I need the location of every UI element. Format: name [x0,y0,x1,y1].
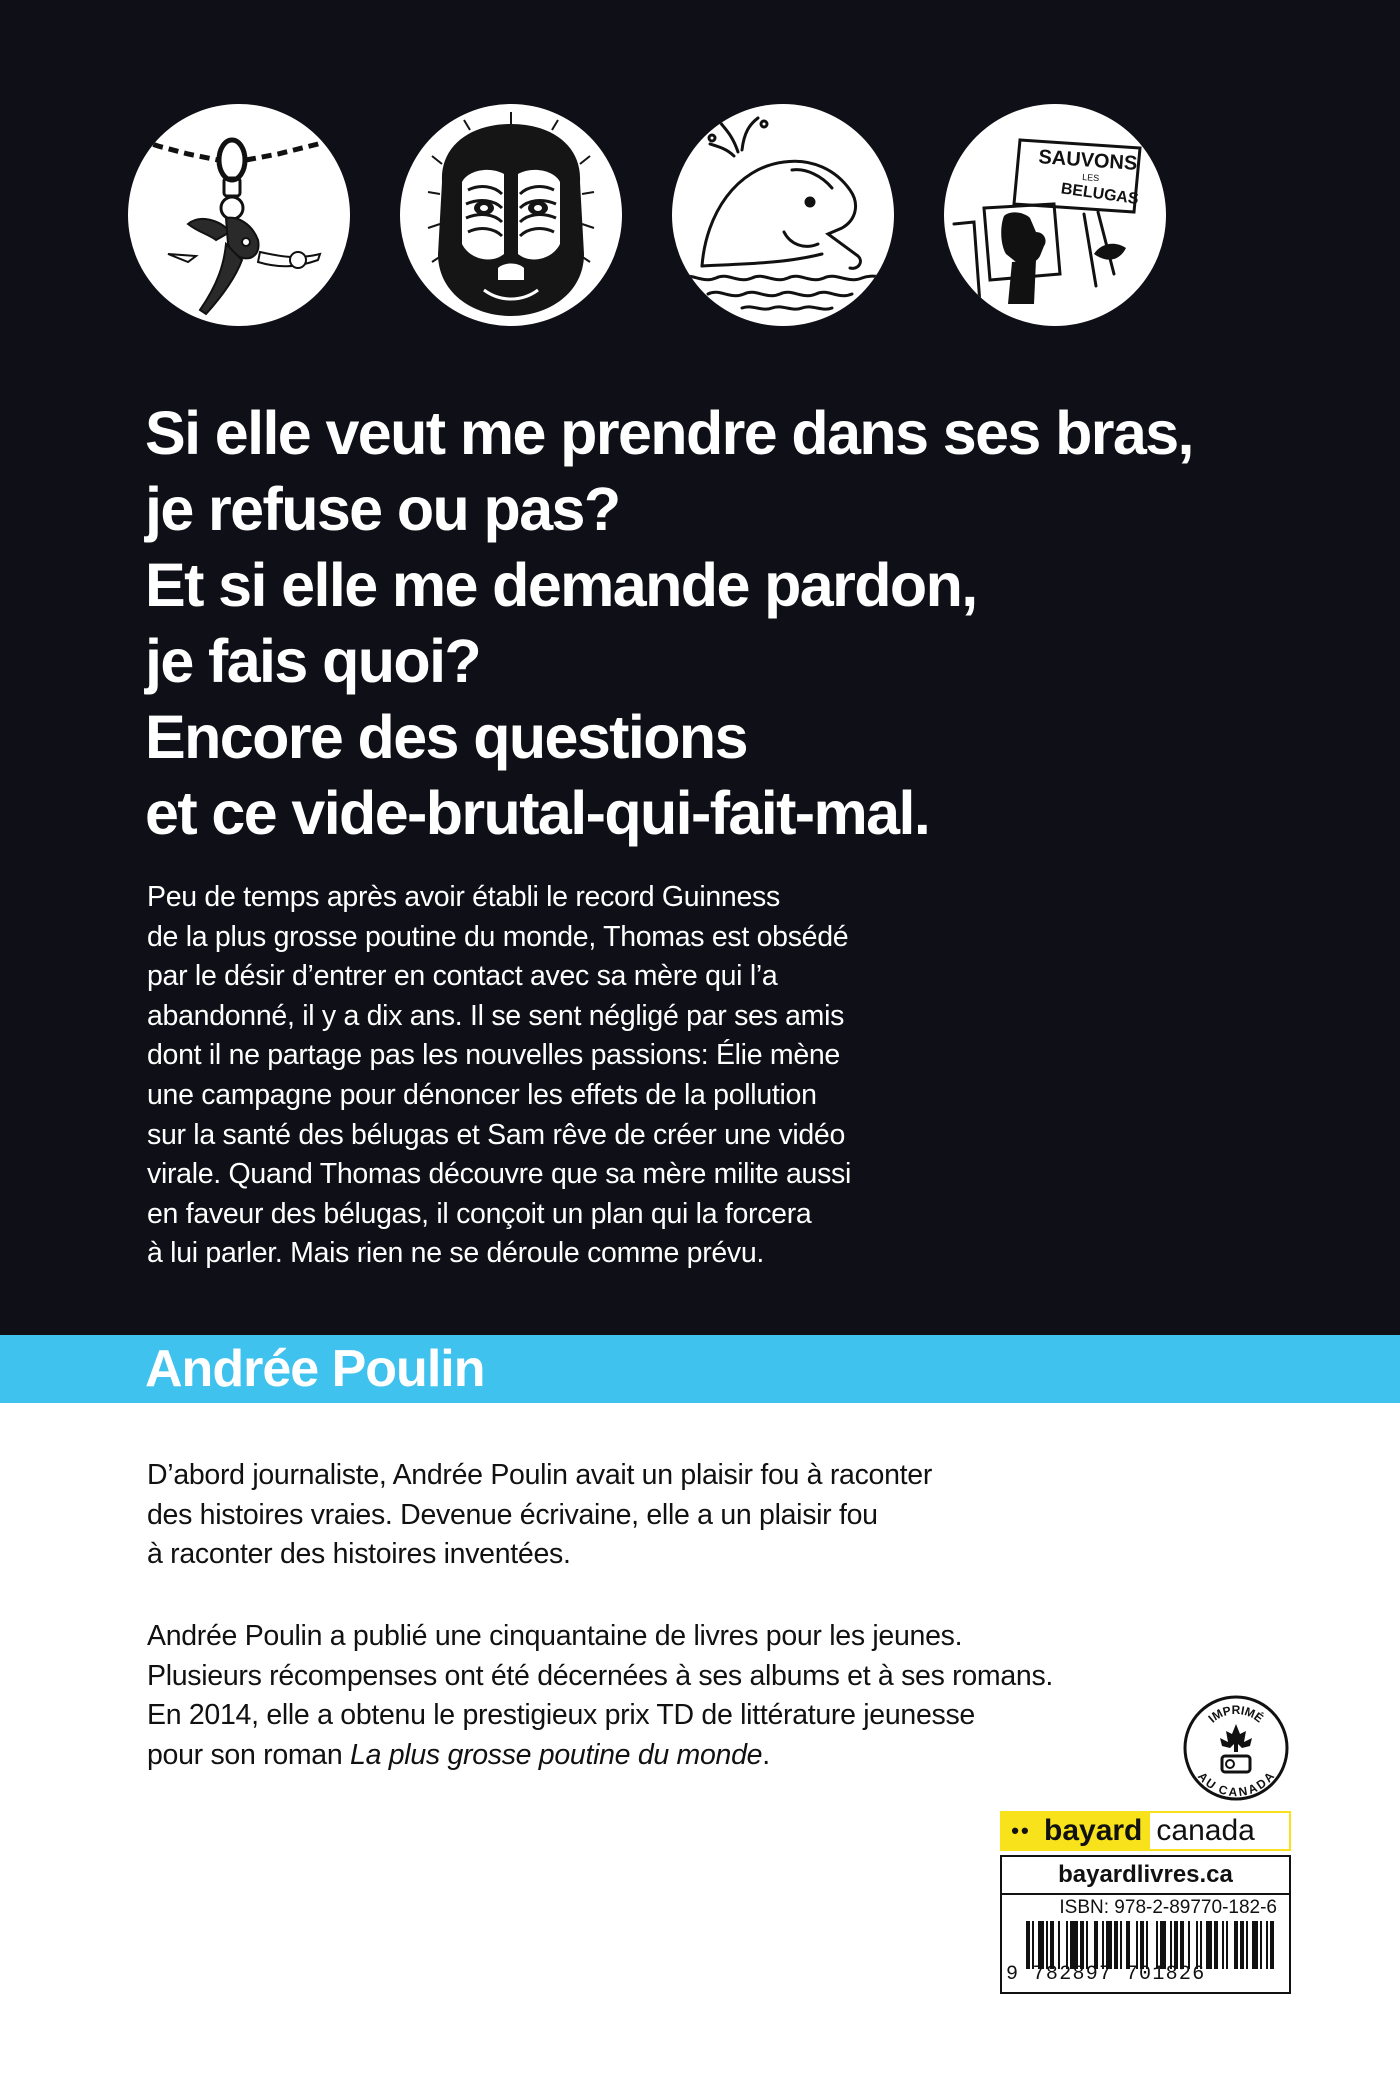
barcode-bar [1136,1921,1138,1969]
barcode-bar [1170,1921,1172,1969]
svg-text:IMPRIMÉ [1205,1703,1266,1726]
barcode-bar [1120,1921,1122,1969]
barcode-bar [1050,1921,1054,1969]
illustration-hummingbird [128,104,350,326]
tagline-line: Si elle veut me prendre dans ses bras, [145,399,1193,467]
bio-line-prefix: pour son roman [147,1738,351,1771]
barcode-bar [1214,1921,1218,1969]
book-title-reference: La plus grosse poutine du monde [350,1738,763,1771]
book-summary [147,878,977,1274]
summary-line: sur la santé des bélugas et Sam rêve de créer une vidéo [147,1118,846,1151]
tagline [145,395,1345,851]
barcode-bar [1200,1921,1202,1969]
bio-line: Plusieurs récompenses ont été décernées à ses albums et à ses romans. [147,1659,1054,1692]
beluga-whale-icon [672,104,894,326]
summary-line: de la plus grosse poutine du monde, Thomas est obsédé [147,920,849,953]
barcode-bar [1252,1921,1258,1969]
barcode-bar [1234,1921,1238,1969]
summary-line: à lui parler. Mais rien ne se déroule comme prévu. [147,1237,765,1270]
barcode-bar [1066,1921,1068,1969]
publisher-name: bayard [1040,1813,1150,1849]
author-bio-paragraph-1 [147,1456,1247,1575]
bayard-canada-logo [1000,1811,1291,1851]
barcode-bar [1102,1921,1104,1969]
summary-line: Peu de temps après avoir établi le record Guinness [147,881,780,913]
summary-line: en faveur des bélugas, il conçoit un plan qui la forcera [147,1197,812,1230]
bio-line: En 2014, elle a obtenu le prestigieux prix TD de littérature jeunesse [147,1699,975,1732]
barcode-bar [1226,1921,1228,1969]
barcode-bar [1070,1921,1078,1969]
barcode-bar [1260,1921,1262,1969]
illustration-protest [944,104,1166,326]
tagline-line: Et si elle me demande pardon, [145,551,977,619]
barcode-bar [1196,1921,1198,1969]
barcode-bar [1094,1921,1098,1969]
sign-text-les: LES [1081,172,1100,184]
bio-line: D’abord journaliste, Andrée Poulin avait un plaisir fou à raconter [147,1459,933,1491]
maple-leaf-icon [1220,1724,1252,1772]
bio-line: des histoires vraies. Devenue écrivaine, elle a un plaisir fou [147,1498,878,1531]
barcode-digits: 9 782897 701826 [1006,1963,1206,1986]
summary-line: dont il ne partage pas les nouvelles passions: Élie mène [147,1039,840,1072]
summary-line: virale. Quand Thomas découvre que sa mère milite aussi [147,1158,852,1191]
tagline-line: et ce vide-brutal-qui-fait-mal. [145,779,930,847]
illustration-mask [400,104,622,326]
tagline-line: je refuse ou pas? [145,475,620,543]
barcode-bar [1246,1921,1248,1969]
tribal-mask-icon [400,104,622,326]
barcode-bar [1270,1921,1274,1969]
summary-line: abandonné, il y a dix ans. Il se sent négligé par ses amis [147,999,845,1032]
bio-line: à raconter des histoires inventées. [147,1538,571,1571]
barcode-bar [1206,1921,1212,1969]
barcode-bar [1222,1921,1224,1969]
barcode-bar [1146,1921,1148,1969]
barcode-bar [1266,1921,1268,1969]
bayard-eyes-icon: •• [1002,1813,1040,1849]
barcode-bar [1038,1921,1044,1969]
illustration-beluga [672,104,894,326]
barcode-bar [1058,1921,1060,1969]
barcode-bar [1188,1921,1190,1969]
printed-in-canada-stamp [1182,1694,1290,1802]
barcode-bar [1114,1921,1118,1969]
barcode-bar [1160,1921,1166,1969]
bio-line: Andrée Poulin a publié une cinquantaine de livres pour les jeunes. [147,1620,963,1652]
barcode-bar [1046,1921,1048,1969]
publisher-website: bayardlivres.ca [1002,1857,1289,1895]
barcode-bar [1106,1921,1112,1969]
author-bio-paragraph-2 [147,1617,1247,1775]
svg-text:AU CANADA [1195,1769,1277,1799]
bio-line-suffix: . [762,1738,770,1771]
stamp-top-text: IMPRIMÉ [1205,1703,1267,1726]
stamp-bottom-text: AU CANADA [1194,1769,1278,1800]
barcode-bar [1080,1921,1084,1969]
author-name: Andrée Poulin [145,1340,485,1398]
sign-text-sauvons: SAUVONS [1037,146,1138,175]
isbn-label: ISBN: 978-2-89770-182-6 [1059,1897,1277,1918]
protest-sign-icon [944,104,1166,326]
barcode-bar [1126,1921,1130,1969]
barcode-bar [1240,1921,1244,1969]
barcode-box [1000,1855,1291,1994]
barcode-bar [1140,1921,1144,1969]
barcode-bar [1174,1921,1178,1969]
barcode-bar [1086,1921,1088,1969]
barcode-bar [1026,1921,1030,1969]
summary-line: une campagne pour dénoncer les effets de la pollution [147,1078,817,1111]
tagline-line: Encore des questions [145,703,747,771]
sign-text-belugas: BELUGAS [1059,180,1140,209]
hummingbird-pendant-icon [128,104,350,326]
bio-line [147,1736,1247,1776]
tagline-line: je fais quoi? [145,627,481,695]
barcode-icon [1026,1921,1278,1969]
barcode-bar [1156,1921,1158,1969]
barcode-bar [1032,1921,1034,1969]
barcode-bar [1180,1921,1184,1969]
publisher-region: canada [1156,1814,1255,1847]
summary-line: par le désir d’entrer en contact avec sa mère qui l’a [147,960,778,993]
